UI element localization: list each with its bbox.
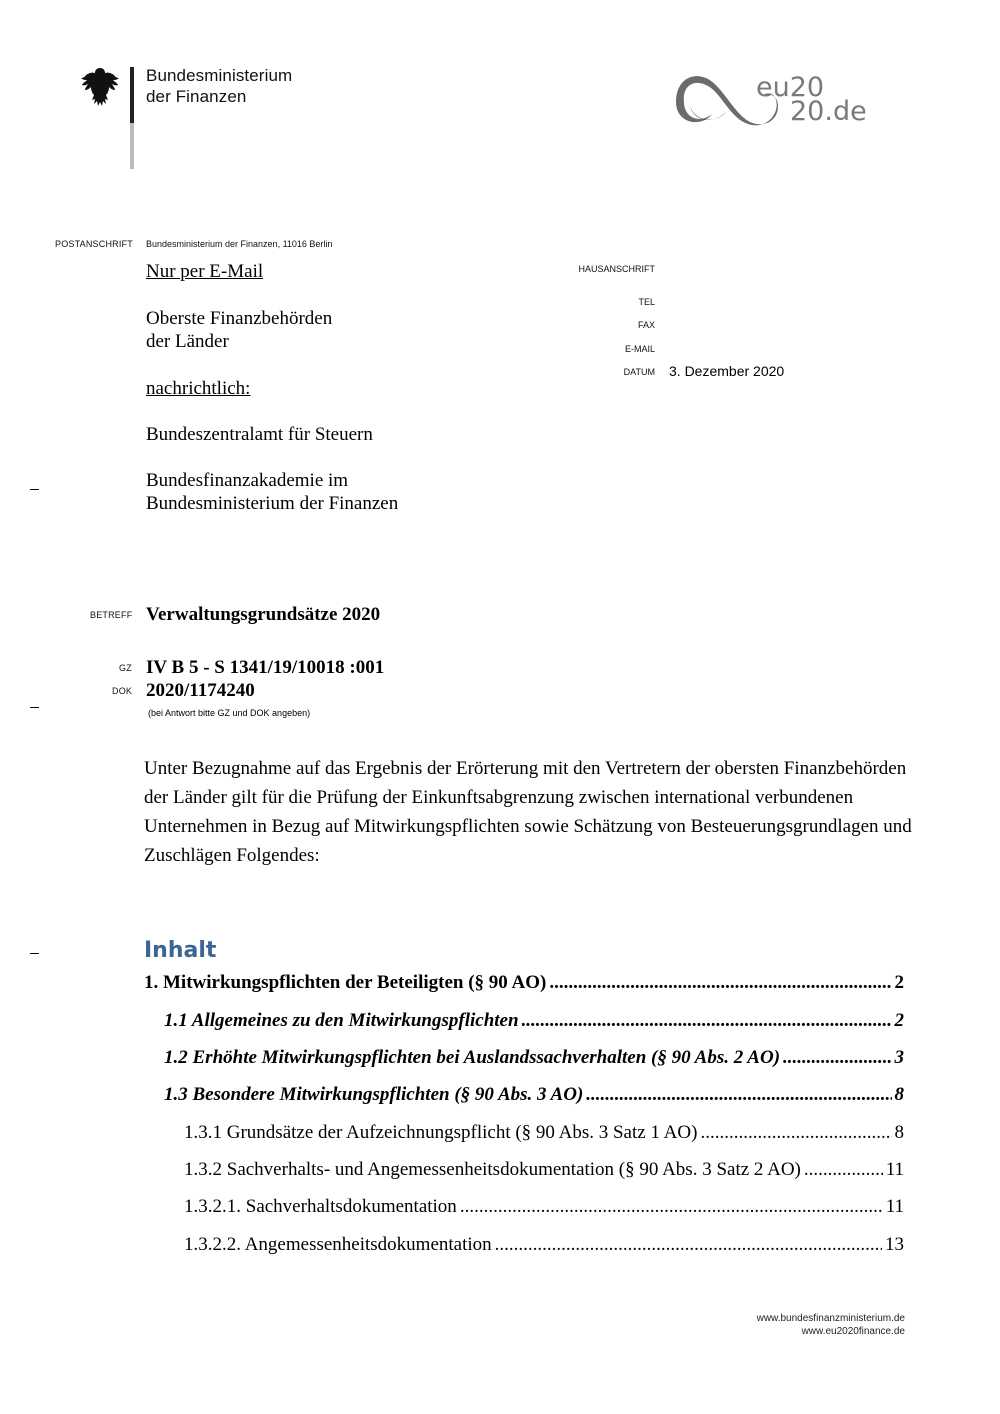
toc-title: Inhalt bbox=[144, 938, 217, 963]
betreff-value: Verwaltungsgrundsätze 2020 bbox=[146, 604, 381, 625]
federal-eagle-icon bbox=[80, 64, 120, 108]
toc-leader bbox=[495, 1234, 882, 1256]
body-paragraph: Unter Bezugnahme auf das Ergebnis der Erörterung mit den Vertretern der obersten Finanzbehörden der Länder gilt für die Prüfung der Einkunftsabgrenzung zwischen international verbundenen Unternehmen in Bezug auf Mitwirkungspflichten sowie Schätzung von Besteuerungsgrundlagen und Zuschlägen Folgendes: bbox=[144, 758, 912, 866]
hausanschrift-label: HAUSANSCHRIFT bbox=[578, 264, 655, 274]
toc-entry-1-1[interactable] bbox=[164, 1010, 904, 1032]
toc-leader bbox=[700, 1122, 891, 1144]
gz-value: IV B 5 - S 1341/19/10018 :001 bbox=[146, 657, 385, 678]
datum-value: 3. Dezember 2020 bbox=[669, 363, 785, 379]
toc-entry-1-3-2-1[interactable] bbox=[184, 1196, 904, 1218]
footer-url-ministry[interactable]: www.bundesfinanzministerium.de bbox=[756, 1313, 905, 1324]
toc-page-number: 3 bbox=[894, 1047, 904, 1068]
eu-logo-top-text: eu20 bbox=[756, 72, 825, 103]
toc-entry-1-2[interactable] bbox=[164, 1047, 904, 1069]
datum-label: DATUM bbox=[623, 367, 655, 377]
eu-logo-bottom-text: 20.de bbox=[790, 96, 867, 127]
cc-recipient-2-line2: Bundesministerium der Finanzen bbox=[146, 493, 399, 514]
fold-mark bbox=[30, 489, 39, 490]
toc-leader bbox=[586, 1084, 891, 1106]
dok-value: 2020/1174240 bbox=[146, 680, 255, 701]
toc-leader bbox=[460, 1196, 883, 1218]
toc-entry-text: 1.3 Besondere Mitwirkungspflichten (§ 90 Abs. 3 AO) bbox=[164, 1084, 584, 1105]
toc-entry-1-3-1[interactable] bbox=[184, 1122, 904, 1144]
recipient-line2: der Länder bbox=[146, 331, 229, 352]
recipient-line1: Oberste Finanzbehörden bbox=[146, 308, 333, 329]
toc-entry-1-3-2-2[interactable] bbox=[184, 1234, 904, 1256]
toc-entry-text: 1.3.2.2. Angemessenheitsdokumentation bbox=[184, 1234, 492, 1255]
fax-label: FAX bbox=[637, 320, 655, 330]
eu2020-logo bbox=[670, 62, 870, 142]
tel-label: TEL bbox=[638, 297, 655, 307]
email-label: E-MAIL bbox=[624, 344, 655, 354]
cc-recipient-2-line1: Bundesfinanzakademie im bbox=[146, 470, 349, 491]
dok-label: DOK bbox=[112, 686, 133, 696]
toc-leader bbox=[522, 1010, 892, 1032]
toc-page-number: 11 bbox=[885, 1159, 904, 1180]
toc-leader bbox=[549, 972, 891, 994]
toc-entry-text: 1.3.2.1. Sachverhaltsdokumentation bbox=[184, 1196, 457, 1217]
toc-page-number: 8 bbox=[894, 1122, 904, 1143]
reference-note: (bei Antwort bitte GZ und DOK angeben) bbox=[148, 708, 311, 718]
toc-page-number: 2 bbox=[894, 1010, 904, 1031]
fold-mark bbox=[30, 953, 39, 954]
ministry-name-line1: Bundesministerium bbox=[146, 66, 293, 85]
header-divider bbox=[130, 67, 134, 169]
toc-entry-text: 1.3.2 Sachverhalts- und Angemessenheitsdokumentation (§ 90 Abs. 3 Satz 2 AO) bbox=[184, 1159, 801, 1180]
toc-page-number: 11 bbox=[885, 1196, 904, 1217]
toc-entry-1[interactable] bbox=[144, 972, 904, 994]
toc-entry-text: 1.3.1 Grundsätze der Aufzeichnungspflicht (§ 90 Abs. 3 Satz 1 AO) bbox=[184, 1122, 698, 1143]
fold-mark bbox=[30, 707, 39, 708]
footer-url-eu2020[interactable]: www.eu2020finance.de bbox=[801, 1326, 905, 1337]
cc-recipient-1: Bundeszentralamt für Steuern bbox=[146, 424, 373, 445]
toc-page-number: 13 bbox=[885, 1234, 904, 1255]
cc-label: nachrichtlich: bbox=[146, 378, 251, 399]
betreff-label: BETREFF bbox=[90, 610, 133, 620]
toc-page-number: 2 bbox=[894, 972, 904, 993]
gz-label: GZ bbox=[119, 663, 132, 673]
toc-page-number: 8 bbox=[894, 1084, 904, 1105]
delivery-method: Nur per E-Mail bbox=[146, 261, 264, 282]
postanschrift-value: Bundesministerium der Finanzen, 11016 Berlin bbox=[146, 239, 333, 249]
toc-entry-1-3[interactable] bbox=[164, 1084, 904, 1106]
toc-leader bbox=[783, 1047, 891, 1069]
ministry-name-line2: der Finanzen bbox=[146, 87, 247, 106]
toc-entry-1-3-2[interactable] bbox=[184, 1159, 904, 1181]
toc-leader bbox=[804, 1159, 883, 1181]
toc-entry-text: 1.1 Allgemeines zu den Mitwirkungspflichten bbox=[164, 1010, 519, 1031]
postanschrift-label: POSTANSCHRIFT bbox=[55, 239, 133, 249]
toc-entry-text: 1. Mitwirkungspflichten der Beteiligten (§ 90 AO) bbox=[144, 972, 547, 993]
toc-entry-text: 1.2 Erhöhte Mitwirkungspflichten bei Auslandssachverhalten (§ 90 Abs. 2 AO) bbox=[164, 1047, 781, 1068]
